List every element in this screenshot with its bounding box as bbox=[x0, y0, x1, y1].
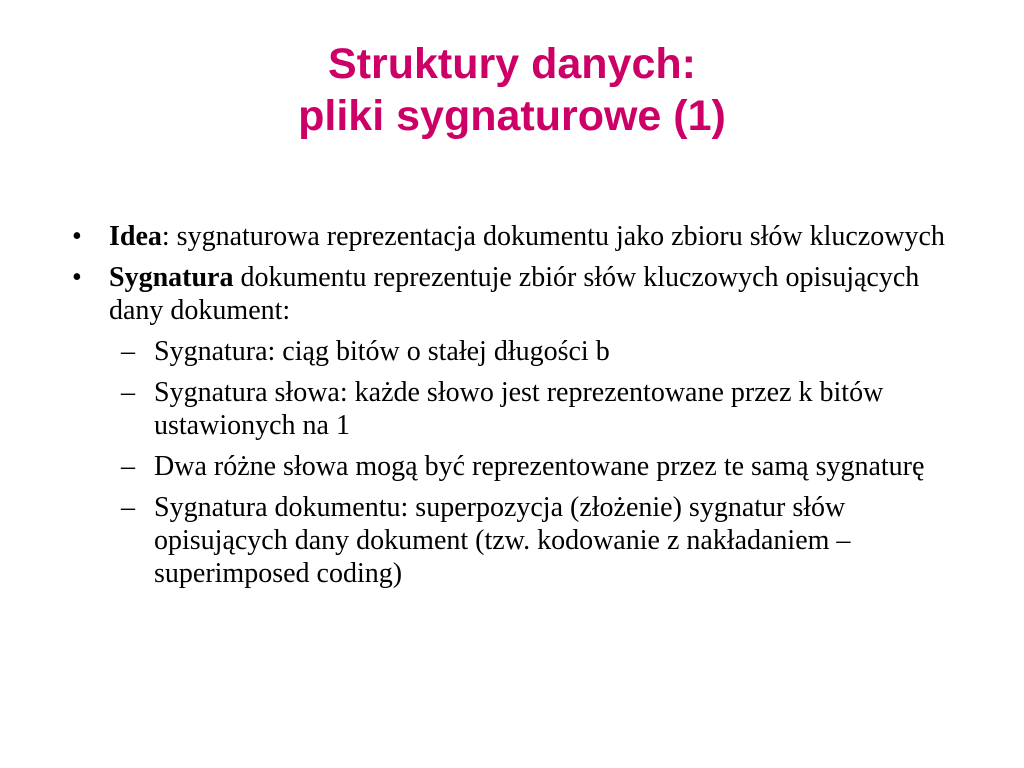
bullet-text-idea: : sygnaturowa reprezentacja dokumentu jako zbioru słów kluczowych bbox=[161, 221, 945, 252]
sub-item-text: Sygnatura słowa: każde słowo jest reprezentowane przez k bitów ustawionych na 1 bbox=[154, 377, 884, 441]
slide-title bbox=[0, 38, 1024, 142]
dash-marker: – bbox=[121, 492, 135, 523]
sub-item-text: Sygnatura dokumentu: superpozycja (złożenie) sygnatur słów opisujących dany dokument (tzw. kodowanie z nakładaniem – superimposed coding) bbox=[154, 492, 851, 589]
sub-item-word-signature bbox=[72, 376, 972, 442]
bullet-term-sygnatura: Sygnatura bbox=[109, 262, 234, 293]
sub-item-text: Dwa różne słowa mogą być reprezentowane przez te samą sygnaturę bbox=[154, 451, 925, 482]
sub-item-text: Sygnatura: ciąg bitów o stałej długości b bbox=[154, 336, 610, 367]
bullet-marker: • bbox=[72, 221, 82, 252]
bullet-item-sygnatura bbox=[72, 261, 972, 327]
bullet-marker: • bbox=[72, 262, 82, 293]
bullet-text-sygnatura: dokumentu reprezentuje zbiór słów kluczowych opisujących dany dokument: bbox=[109, 262, 920, 326]
sub-item-document-signature bbox=[72, 491, 972, 590]
bullet-term-idea: Idea bbox=[109, 221, 162, 252]
bullet-item-idea bbox=[72, 220, 972, 253]
dash-marker: – bbox=[121, 377, 135, 408]
dash-marker: – bbox=[121, 336, 135, 367]
sub-item-same-signature bbox=[72, 450, 972, 483]
slide-title-line-2: pliki sygnaturowe (1) bbox=[298, 92, 726, 140]
slide-title-line-1: Struktury danych: bbox=[328, 40, 696, 88]
sub-item-bit-string bbox=[72, 335, 972, 368]
dash-marker: – bbox=[121, 451, 135, 482]
slide-body bbox=[72, 220, 972, 598]
